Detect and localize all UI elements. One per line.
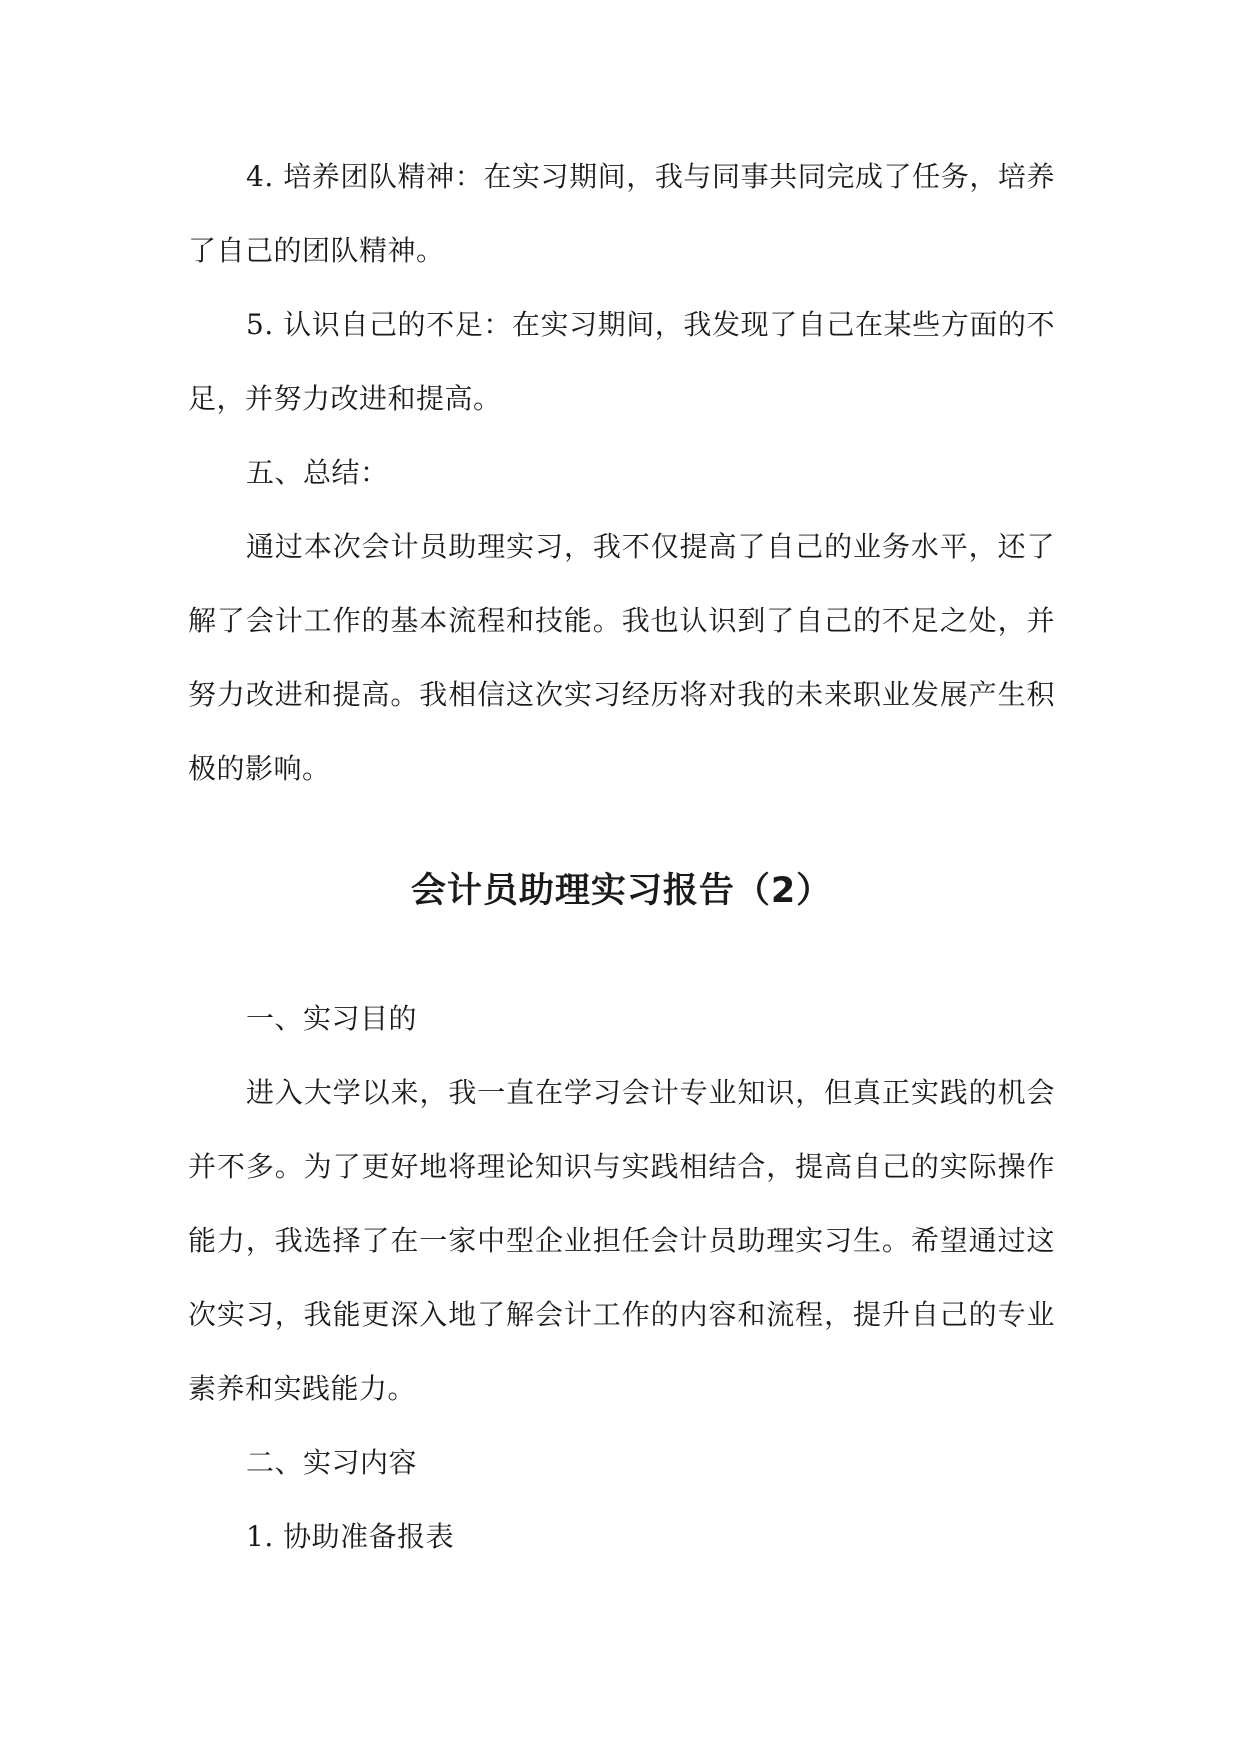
document-body	[188, 140, 1055, 1574]
purpose-heading: 一、实习目的	[246, 1002, 418, 1035]
paragraph-item-4: 4. 培养团队精神：在实习期间，我与同事共同完成了任务，培养了自己的团队精神。	[188, 160, 1055, 267]
purpose-paragraph: 进入大学以来，我一直在学习会计专业知识，但真正实践的机会并不多。为了更好地将理论知识与实践相结合，提高自己的实际操作能力，我选择了在一家中型企业担任会计员助理实习生。希望通过这次实习，我能更深入地了解会计工作的内容和流程，提升自己的专业素养和实践能力。	[188, 1076, 1055, 1405]
summary-heading: 五、总结：	[246, 456, 389, 489]
report-title: 会计员助理实习报告（2）	[410, 871, 833, 911]
content-item-1: 1. 协助准备报表	[246, 1520, 455, 1553]
content-heading: 二、实习内容	[246, 1446, 418, 1479]
summary-paragraph: 通过本次会计员助理实习，我不仅提高了自己的业务水平，还了解了会计工作的基本流程和技能。我也认识到了自己的不足之处，并努力改进和提高。我相信这次实习经历将对我的未来职业发展产生积极的影响。	[188, 530, 1055, 785]
paragraph-item-5: 5. 认识自己的不足：在实习期间，我发现了自己在某些方面的不足，并努力改进和提高。	[188, 308, 1055, 415]
